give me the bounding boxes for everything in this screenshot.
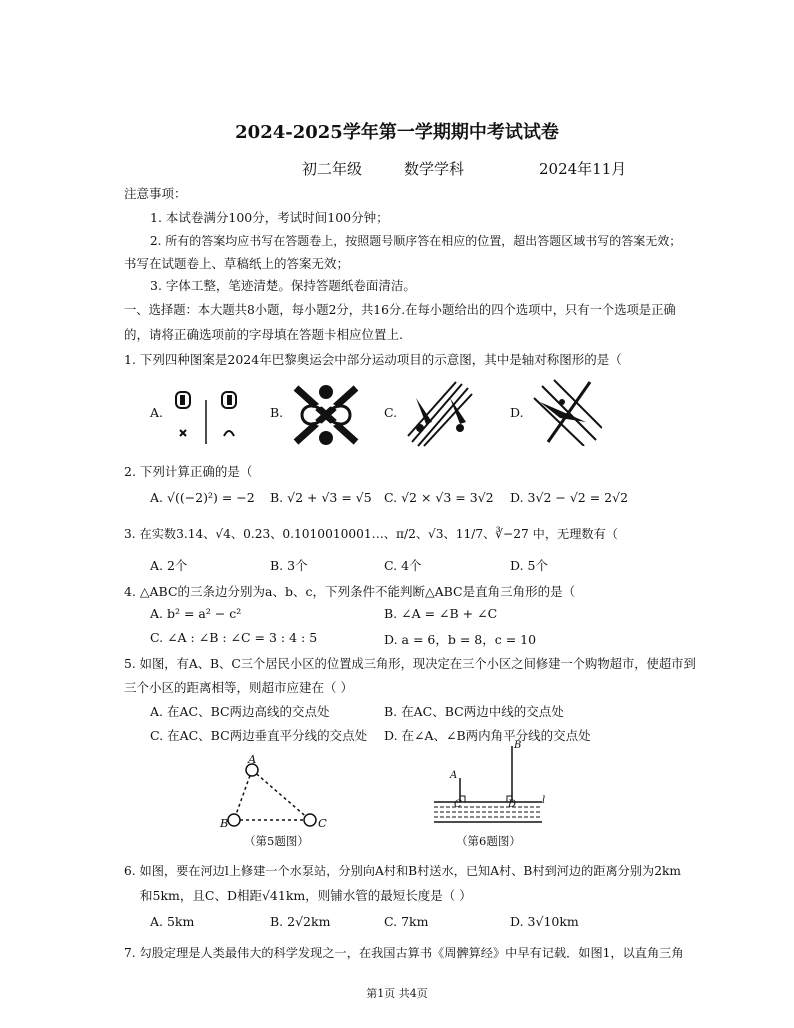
q5-label-a: A	[248, 752, 257, 766]
note-2a: 2. 所有的答案均应书写在答题卷上，按照题号顺序答在相应的位置，超出答题区域书写的答案无效；	[150, 234, 682, 248]
q6-option-c: C. 7km	[384, 914, 429, 929]
q6-figure	[430, 742, 550, 834]
q6-line1: 6. 如图，要在河边l上修建一个水泵站，分别向A村和B村送水，已知A村、B村到河边的距离分别为2km	[124, 864, 681, 878]
q6-label-l: l	[542, 795, 546, 806]
notes-heading: 注意事项：	[124, 186, 187, 201]
q3-option-c: C. 4个	[384, 558, 422, 573]
q1-stem: 1. 下列四种图案是2024年巴黎奥运会中部分运动项目的示意图，其中是轴对称图形的是（	[124, 352, 622, 367]
q1-figure-b	[290, 382, 362, 448]
note-1: 1. 本试卷满分100分，考试时间100分钟；	[150, 210, 389, 225]
q1-figure-c	[404, 380, 474, 448]
q6-label-b: B	[514, 740, 522, 751]
q6-option-d: D. 3√10km	[510, 914, 579, 929]
q3-stem: 3. 在实数3.14、√4、0.23、0.1010010001…、π/2、√3、11/7、∛−27 中，无理数有（	[124, 527, 618, 541]
q2-stem: 2. 下列计算正确的是（	[124, 464, 253, 479]
q5-option-a: A. 在AC、BC两边高线的交点处	[150, 704, 330, 719]
exam-title: 2024-2025学年第一学期期中考试试卷	[235, 122, 559, 143]
section1-line2: 的，请将正确选项前的字母填在答题卡相应位置上.	[124, 327, 403, 342]
q6-line2: 和5km，且C、D相距√41km，则铺水管的最短长度是（ ）	[140, 888, 472, 903]
q3-option-b: B. 3个	[270, 558, 308, 573]
q2-option-c: C. √2 × √3 = 3√2	[384, 490, 494, 505]
page-number: 第1页 共4页	[366, 987, 428, 1000]
q6-option-a: A. 5km	[150, 914, 195, 929]
q6-label-d: D	[508, 799, 517, 810]
note-2b: 书写在试题卷上、草稿纸上的答案无效；	[124, 256, 350, 271]
q2-option-b: B. √2 + √3 = √5	[270, 490, 372, 505]
q3-option-a: A. 2个	[150, 558, 188, 573]
q5-option-d: D. 在∠A、∠B两内角平分线的交点处	[384, 728, 591, 743]
q5-caption: （第5题图）	[244, 834, 309, 848]
exam-date: 2024年11月	[539, 160, 627, 178]
q6-caption: （第6题图）	[456, 834, 521, 848]
q5-label-b: B	[220, 816, 229, 830]
q1-label-a: A.	[150, 405, 164, 420]
section1-line1: 一、选择题：本大题共8小题，每小题2分，共16分.在每小题给出的四个选项中，只有一个选项是正确	[124, 303, 676, 317]
q5-label-c: C	[318, 816, 327, 830]
q4-option-a: A. b² = a² − c²	[150, 606, 242, 621]
grade-label: 初二年级	[302, 160, 363, 178]
q4-stem: 4. △ABC的三条边分别为a、b、c，下列条件不能判断△ABC是直角三角形的是（	[124, 584, 576, 599]
q2-option-d: D. 3√2 − √2 = 2√2	[510, 490, 629, 505]
q1-label-d: D.	[510, 405, 524, 420]
q4-option-d: D. a = 6，b = 8，c = 10	[384, 632, 537, 647]
q2-option-a: A. √((−2)²) = −2	[150, 490, 255, 505]
q1-label-b: B.	[270, 405, 284, 420]
q1-figure-d	[530, 378, 602, 446]
q3-option-d: D. 5个	[510, 558, 548, 573]
q5-option-c: C. 在AC、BC两边垂直平分线的交点处	[150, 728, 368, 743]
q4-option-c: C. ∠A : ∠B : ∠C = 3 : 4 : 5	[150, 630, 318, 645]
note-3: 3. 字体工整，笔迹清楚。保持答题纸卷面清洁。	[150, 278, 416, 293]
q1-label-c: C.	[384, 405, 398, 420]
subject-label: 数学学科	[404, 160, 465, 178]
q1-figure-a	[172, 386, 242, 446]
q5-option-b: B. 在AC、BC两边中线的交点处	[384, 704, 564, 719]
q6-label-a: A	[450, 770, 458, 781]
q5-line1: 5. 如图，有A、B、C三个居民小区的位置成三角形，现决定在三个小区之间修建一个购物超市，使超市到	[124, 657, 696, 671]
q6-option-b: B. 2√2km	[270, 914, 331, 929]
q4-option-b: B. ∠A = ∠B + ∠C	[384, 606, 498, 621]
q7-line1: 7. 勾股定理是人类最伟大的科学发现之一，在我国古算书《周髀算经》中早有记载．如图1，以直角三角	[124, 946, 684, 960]
q6-label-c: C	[454, 799, 462, 810]
q5-line2: 三个小区的距离相等，则超市应建在（ ）	[124, 680, 353, 695]
